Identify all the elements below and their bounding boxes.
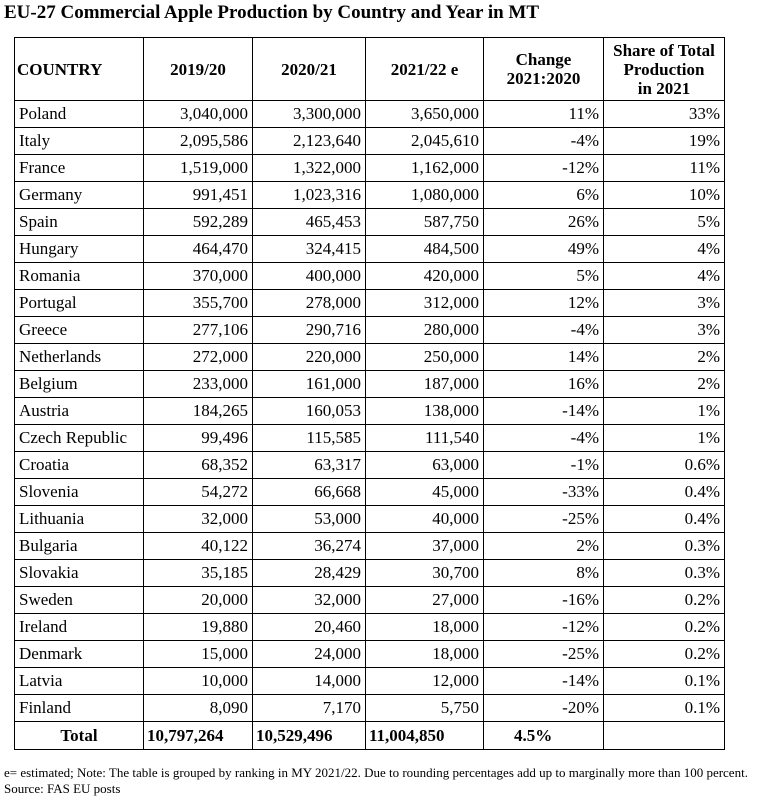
cell-2020-21: 7,170 (253, 695, 366, 722)
cell-share: 1% (604, 425, 725, 452)
cell-2019-20: 272,000 (144, 344, 253, 371)
cell-2021-22: 587,750 (366, 209, 484, 236)
header-share-line2: Production (623, 59, 705, 79)
cell-2021-22: 2,045,610 (366, 128, 484, 155)
cell-country: Lithuania (15, 506, 144, 533)
cell-2019-20: 8,090 (144, 695, 253, 722)
cell-change: -14% (484, 668, 604, 695)
cell-2019-20: 35,185 (144, 560, 253, 587)
table-row (15, 128, 725, 155)
cell-2020-21: 3,300,000 (253, 101, 366, 128)
cell-2019-20: 68,352 (144, 452, 253, 479)
cell-country: Austria (15, 398, 144, 425)
cell-country: France (15, 155, 144, 182)
cell-2020-21: 24,000 (253, 641, 366, 668)
cell-country: Hungary (15, 236, 144, 263)
table-row (15, 587, 725, 614)
cell-2021-22: 18,000 (366, 614, 484, 641)
cell-change: -14% (484, 398, 604, 425)
cell-2021-22: 40,000 (366, 506, 484, 533)
cell-share: 0.2% (604, 587, 725, 614)
header-share-line1: Share of Total (613, 40, 715, 60)
cell-2019-20: 32,000 (144, 506, 253, 533)
cell-2021-22: 312,000 (366, 290, 484, 317)
cell-2019-20: 2,095,586 (144, 128, 253, 155)
header-share (604, 38, 725, 101)
cell-2021-22: 3,650,000 (366, 101, 484, 128)
cell-share: 0.1% (604, 695, 725, 722)
cell-2020-21: 160,053 (253, 398, 366, 425)
header-change (484, 38, 604, 101)
cell-2019-20: 370,000 (144, 263, 253, 290)
cell-change: -25% (484, 641, 604, 668)
cell-change: 5% (484, 263, 604, 290)
cell-2020-21: 1,322,000 (253, 155, 366, 182)
cell-2019-20: 355,700 (144, 290, 253, 317)
cell-2019-20: 277,106 (144, 317, 253, 344)
table-row (15, 371, 725, 398)
table-row (15, 641, 725, 668)
header-2020-21: 2020/21 (253, 38, 366, 101)
cell-country: Slovakia (15, 560, 144, 587)
cell-2020-21: 2,123,640 (253, 128, 366, 155)
cell-2020-21: 63,317 (253, 452, 366, 479)
total-change: 4.5% (484, 722, 604, 750)
cell-2020-21: 14,000 (253, 668, 366, 695)
cell-2020-21: 290,716 (253, 317, 366, 344)
cell-share: 3% (604, 317, 725, 344)
cell-2021-22: 37,000 (366, 533, 484, 560)
table-row (15, 560, 725, 587)
cell-2019-20: 15,000 (144, 641, 253, 668)
cell-change: 26% (484, 209, 604, 236)
cell-2019-20: 464,470 (144, 236, 253, 263)
cell-share: 0.4% (604, 479, 725, 506)
cell-change: 8% (484, 560, 604, 587)
cell-change: -4% (484, 425, 604, 452)
cell-change: 6% (484, 182, 604, 209)
cell-share: 19% (604, 128, 725, 155)
cell-2021-22: 27,000 (366, 587, 484, 614)
cell-country: Latvia (15, 668, 144, 695)
table-row (15, 182, 725, 209)
cell-2019-20: 991,451 (144, 182, 253, 209)
cell-change: 2% (484, 533, 604, 560)
table-row (15, 290, 725, 317)
cell-2021-22: 420,000 (366, 263, 484, 290)
cell-country: Greece (15, 317, 144, 344)
total-2021-22: 11,004,850 (366, 722, 484, 750)
cell-share: 0.1% (604, 668, 725, 695)
cell-2019-20: 10,000 (144, 668, 253, 695)
cell-2020-21: 20,460 (253, 614, 366, 641)
cell-2020-21: 400,000 (253, 263, 366, 290)
cell-country: Denmark (15, 641, 144, 668)
cell-2021-22: 187,000 (366, 371, 484, 398)
cell-share: 3% (604, 290, 725, 317)
table-row (15, 398, 725, 425)
cell-share: 10% (604, 182, 725, 209)
cell-2020-21: 36,274 (253, 533, 366, 560)
cell-share: 5% (604, 209, 725, 236)
cell-country: Ireland (15, 614, 144, 641)
table-row (15, 695, 725, 722)
cell-2020-21: 115,585 (253, 425, 366, 452)
cell-2021-22: 1,162,000 (366, 155, 484, 182)
header-change-line2: 2021:2020 (506, 69, 581, 88)
cell-change: -33% (484, 479, 604, 506)
cell-share: 11% (604, 155, 725, 182)
cell-change: 12% (484, 290, 604, 317)
page-title: EU-27 Commercial Apple Production by Country and Year in MT (4, 2, 540, 23)
cell-country: Romania (15, 263, 144, 290)
cell-2019-20: 40,122 (144, 533, 253, 560)
cell-country: Italy (15, 128, 144, 155)
cell-change: 11% (484, 101, 604, 128)
table-body (15, 101, 725, 722)
total-2020-21: 10,529,496 (253, 722, 366, 750)
cell-country: Croatia (15, 452, 144, 479)
cell-2021-22: 138,000 (366, 398, 484, 425)
table-row (15, 425, 725, 452)
table-header-row (15, 38, 725, 101)
cell-2021-22: 30,700 (366, 560, 484, 587)
cell-2020-21: 220,000 (253, 344, 366, 371)
cell-share: 0.4% (604, 506, 725, 533)
total-row (15, 722, 725, 750)
cell-2019-20: 19,880 (144, 614, 253, 641)
cell-2020-21: 66,668 (253, 479, 366, 506)
table-row (15, 533, 725, 560)
cell-share: 0.2% (604, 641, 725, 668)
cell-change: -16% (484, 587, 604, 614)
cell-change: -12% (484, 155, 604, 182)
cell-country: Czech Republic (15, 425, 144, 452)
cell-2019-20: 3,040,000 (144, 101, 253, 128)
cell-2021-22: 45,000 (366, 479, 484, 506)
cell-country: Slovenia (15, 479, 144, 506)
cell-2020-21: 53,000 (253, 506, 366, 533)
cell-2019-20: 233,000 (144, 371, 253, 398)
cell-country: Spain (15, 209, 144, 236)
table-row (15, 452, 725, 479)
cell-2020-21: 28,429 (253, 560, 366, 587)
apple-production-table (14, 37, 725, 750)
cell-2021-22: 18,000 (366, 641, 484, 668)
cell-2021-22: 5,750 (366, 695, 484, 722)
cell-2020-21: 32,000 (253, 587, 366, 614)
footnote: e= estimated; Note: The table is grouped by ranking in MY 2021/22. Due to rounding percentages add up to marginally more than 100 percent. Source: FAS EU posts (4, 765, 748, 796)
table-row (15, 668, 725, 695)
cell-country: Germany (15, 182, 144, 209)
cell-2021-22: 280,000 (366, 317, 484, 344)
cell-2019-20: 99,496 (144, 425, 253, 452)
cell-2021-22: 484,500 (366, 236, 484, 263)
cell-change: 16% (484, 371, 604, 398)
table-row (15, 344, 725, 371)
cell-change: 49% (484, 236, 604, 263)
header-2021-22: 2021/22 e (366, 38, 484, 101)
cell-2019-20: 184,265 (144, 398, 253, 425)
cell-2019-20: 54,272 (144, 479, 253, 506)
cell-change: 14% (484, 344, 604, 371)
table-row (15, 506, 725, 533)
table-row (15, 101, 725, 128)
cell-change: -12% (484, 614, 604, 641)
cell-2019-20: 20,000 (144, 587, 253, 614)
header-2019-20: 2019/20 (144, 38, 253, 101)
cell-country: Poland (15, 101, 144, 128)
header-share-line3: in 2021 (637, 78, 691, 98)
cell-2020-21: 324,415 (253, 236, 366, 263)
cell-share: 0.2% (604, 614, 725, 641)
cell-2019-20: 1,519,000 (144, 155, 253, 182)
table-row (15, 479, 725, 506)
cell-share: 2% (604, 344, 725, 371)
cell-change: -25% (484, 506, 604, 533)
table-row (15, 614, 725, 641)
header-country: COUNTRY (15, 38, 144, 101)
cell-change: -20% (484, 695, 604, 722)
cell-country: Netherlands (15, 344, 144, 371)
header-change-line1: Change (515, 50, 572, 69)
cell-2021-22: 12,000 (366, 668, 484, 695)
cell-country: Portugal (15, 290, 144, 317)
cell-share: 0.3% (604, 533, 725, 560)
cell-2021-22: 250,000 (366, 344, 484, 371)
cell-2019-20: 592,289 (144, 209, 253, 236)
cell-share: 4% (604, 263, 725, 290)
cell-share: 1% (604, 398, 725, 425)
cell-change: -4% (484, 128, 604, 155)
cell-share: 2% (604, 371, 725, 398)
table-row (15, 155, 725, 182)
total-2019-20: 10,797,264 (144, 722, 253, 750)
cell-country: Belgium (15, 371, 144, 398)
cell-change: -1% (484, 452, 604, 479)
cell-share: 0.3% (604, 560, 725, 587)
table-row (15, 263, 725, 290)
table-row (15, 209, 725, 236)
table-row (15, 317, 725, 344)
cell-2021-22: 1,080,000 (366, 182, 484, 209)
cell-country: Bulgaria (15, 533, 144, 560)
cell-2020-21: 1,023,316 (253, 182, 366, 209)
cell-share: 33% (604, 101, 725, 128)
table-row (15, 236, 725, 263)
cell-change: -4% (484, 317, 604, 344)
cell-share: 4% (604, 236, 725, 263)
cell-2021-22: 111,540 (366, 425, 484, 452)
total-label: Total (15, 722, 144, 750)
cell-share: 0.6% (604, 452, 725, 479)
total-share (604, 722, 725, 750)
cell-country: Sweden (15, 587, 144, 614)
cell-2020-21: 278,000 (253, 290, 366, 317)
cell-2020-21: 465,453 (253, 209, 366, 236)
cell-2021-22: 63,000 (366, 452, 484, 479)
cell-2020-21: 161,000 (253, 371, 366, 398)
cell-country: Finland (15, 695, 144, 722)
